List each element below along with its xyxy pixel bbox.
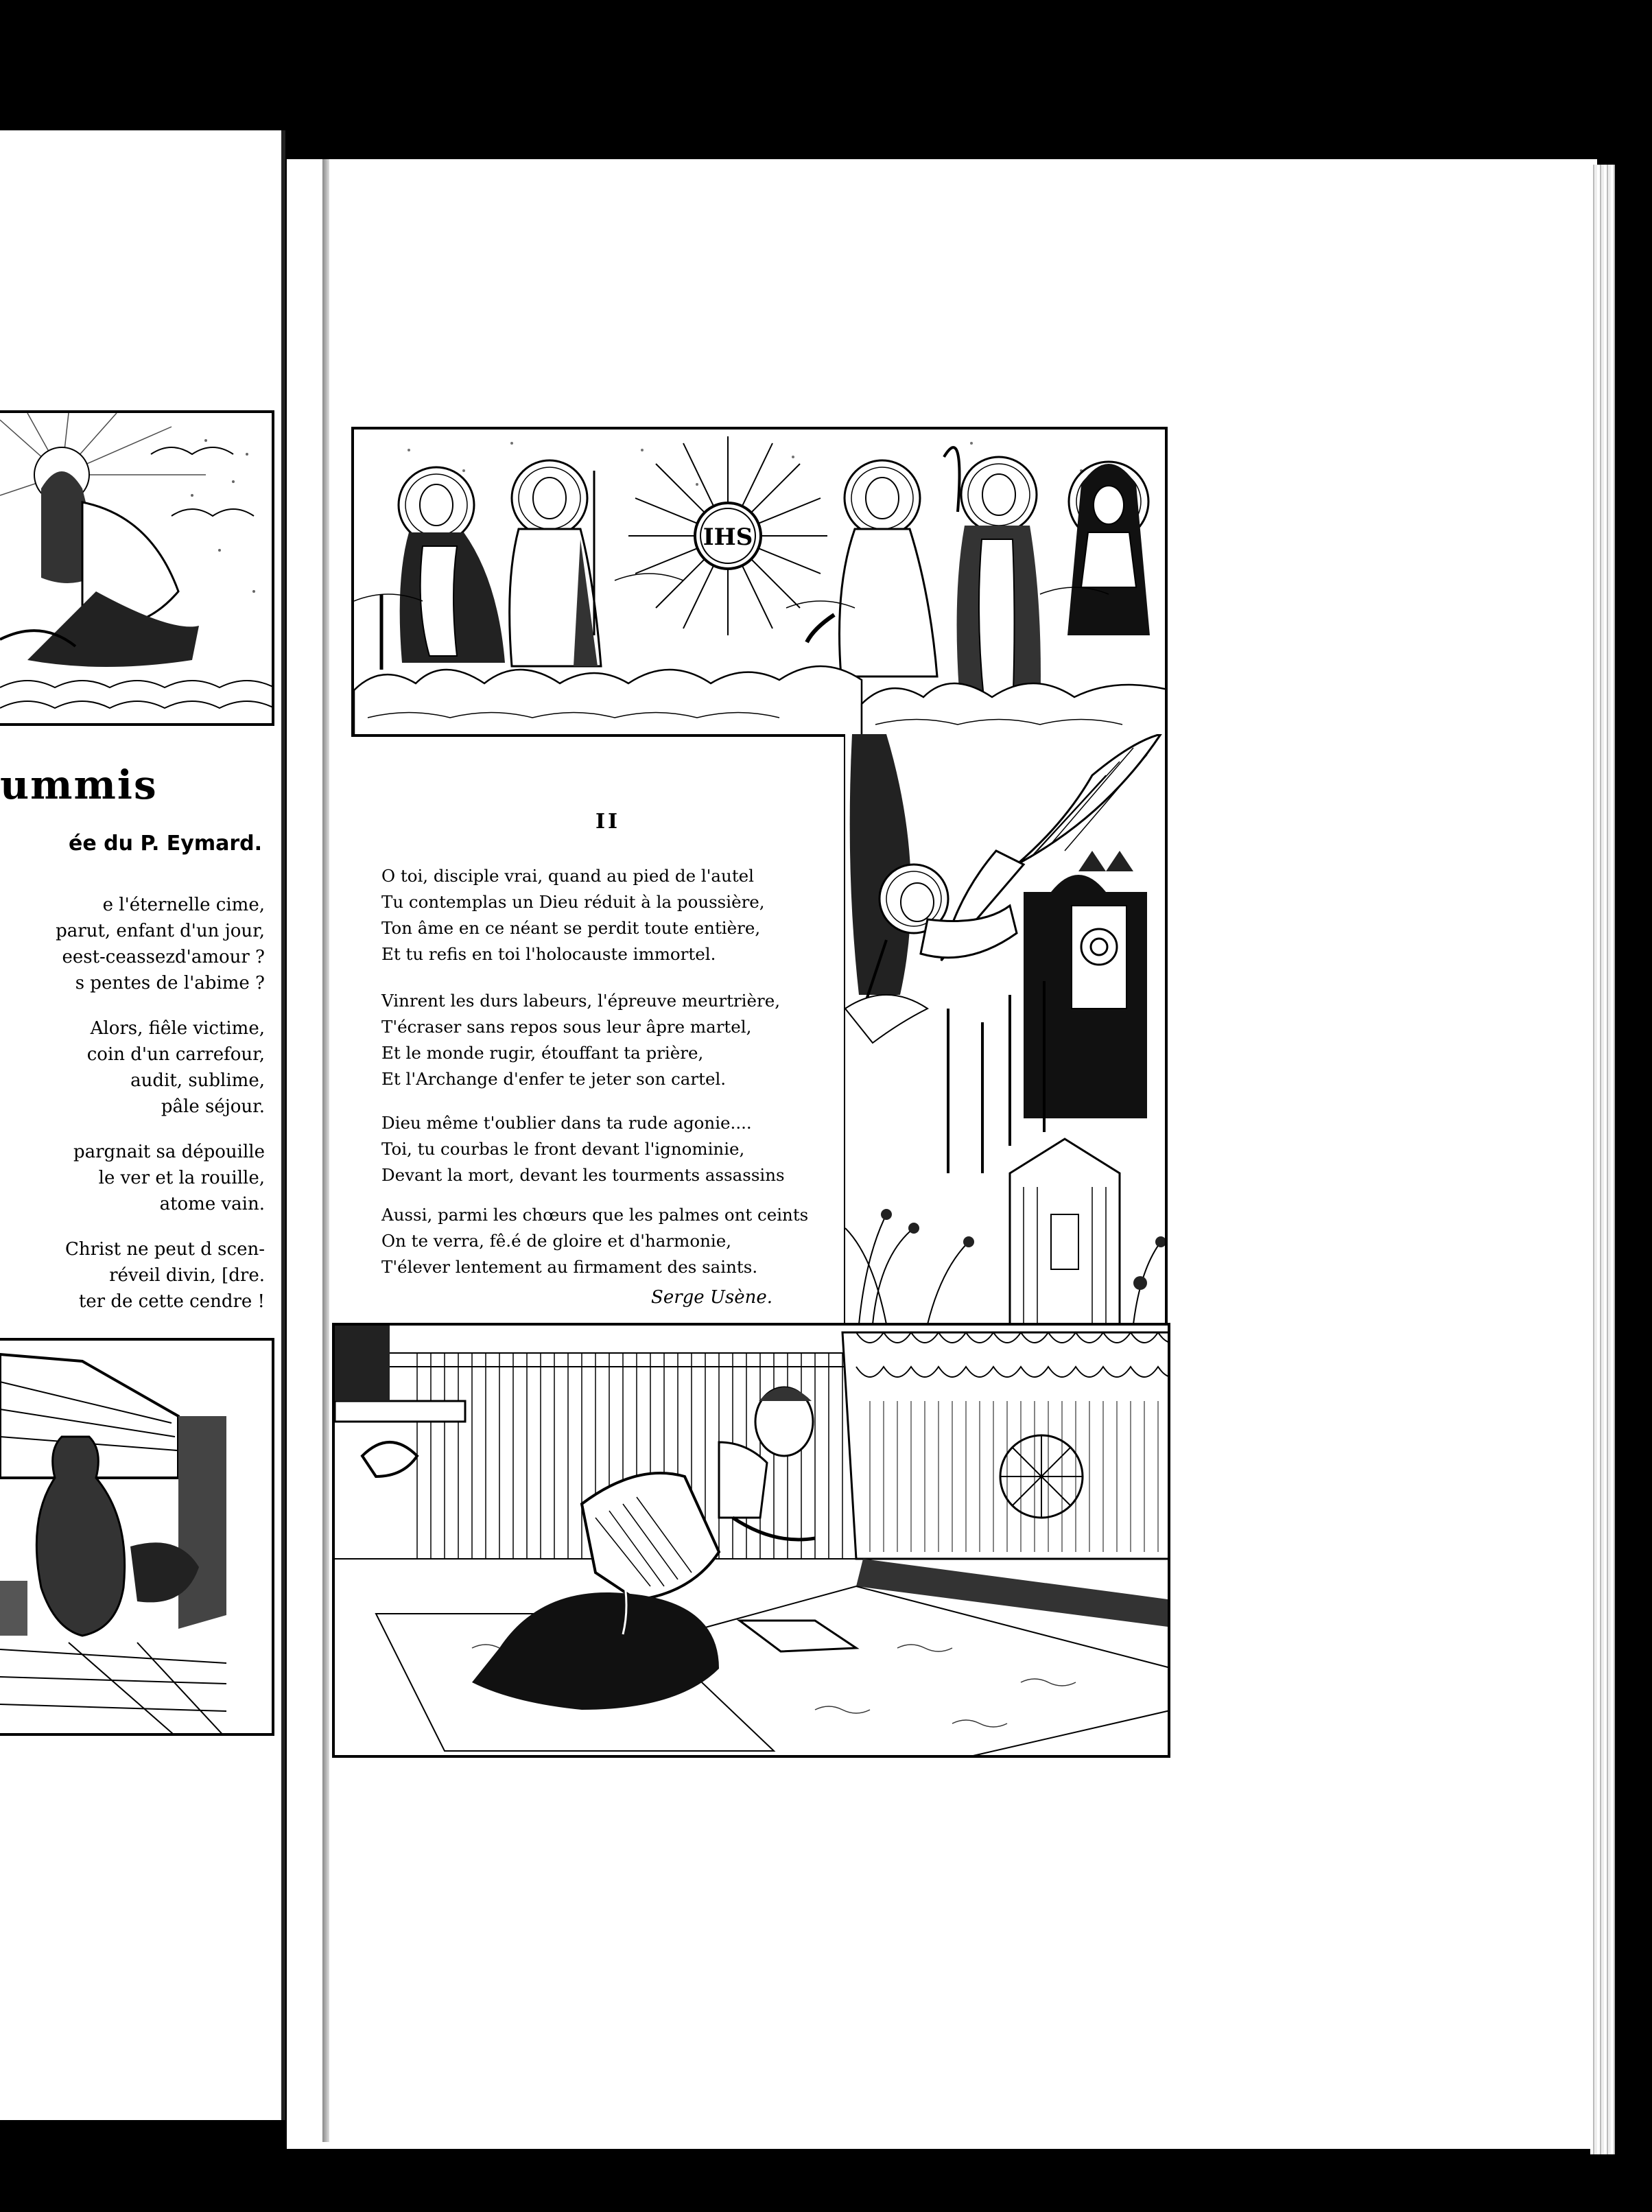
verse-line: O toi, disciple vrai, quand au pied de l'autel: [381, 866, 754, 886]
verse-line: Devant la mort, devant les tourments assassins: [381, 1165, 785, 1185]
verse-line: Dieu même t'oublier dans ta rude agonie....: [381, 1113, 752, 1133]
left-line: ter de cette cendre !: [78, 1291, 265, 1312]
left-line: parut, enfant d'un jour,: [56, 921, 265, 941]
page-edges: [1590, 165, 1615, 2154]
saints-glory-illustration: [351, 427, 1168, 737]
verse-line: Ton âme en ce néant se perdit toute entière,: [381, 918, 761, 938]
left-line: s pentes de l'abime ?: [75, 973, 265, 993]
verse-line: Et le monde rugir, étouffant ta prière,: [381, 1043, 704, 1063]
left-line: coin d'un carrefour,: [86, 1044, 265, 1065]
left-line: atome vain.: [159, 1194, 265, 1214]
left-line: audit, sublime,: [130, 1070, 265, 1091]
poem-signature: Serge Usène.: [651, 1287, 772, 1308]
left-line: réveil divin, [dre.: [109, 1265, 265, 1286]
left-line: pâle séjour.: [161, 1096, 265, 1117]
verse-line: T'élever lentement au firmament des saints.: [381, 1257, 758, 1277]
verse-line: Aussi, parmi les chœurs que les palmes ont ceints: [381, 1205, 809, 1225]
left-line: pargnait sa dépouille: [73, 1142, 265, 1162]
left-top-illustration: [0, 410, 274, 726]
verse-line: On te verra, fê.é de gloire et d'harmonie,: [381, 1231, 731, 1251]
verse-line: Et l'Archange d'enfer te jeter son cartel.: [381, 1069, 727, 1089]
verse-line: Toi, tu courbas le front devant l'ignominie,: [381, 1139, 745, 1159]
verse-line: Vinrent les durs labeurs, l'épreuve meurtrière,: [381, 991, 780, 1011]
left-line: eest-ceassezd'amour ?: [62, 947, 265, 967]
left-line: le ver et la rouille,: [98, 1168, 265, 1188]
left-line: e l'éternelle cime,: [102, 895, 265, 915]
page-gutter: [322, 159, 329, 2142]
stanza-number: II: [595, 810, 621, 834]
left-line: Alors, fiêle victime,: [90, 1018, 265, 1039]
left-page-title: ummis: [0, 762, 158, 808]
left-page-subtitle: ée du P. Eymard.: [69, 832, 262, 856]
left-bottom-illustration: [0, 1338, 274, 1736]
verse-line: Tu contemplas un Dieu réduit à la poussière,: [381, 892, 765, 912]
verse-line: T'écraser sans repos sous leur âpre martel,: [381, 1017, 752, 1037]
kneeling-priest-illustration: [332, 1323, 1170, 1758]
ihs-emblem: IHS: [703, 523, 753, 551]
verse-line: Et tu refis en toi l'holocauste immortel.: [381, 944, 716, 964]
angel-altar-illustration: [844, 734, 1168, 1324]
left-line: Christ ne peut d scen-: [64, 1239, 265, 1260]
